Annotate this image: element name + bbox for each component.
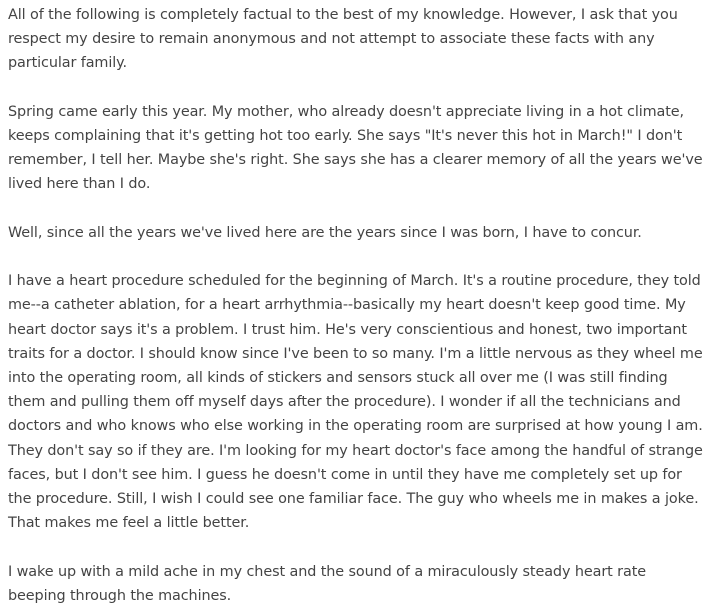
document-body: [8, 3, 704, 608]
paragraph-procedure: I have a heart procedure scheduled for the beginning of March. It's a routine procedure, they told me--a catheter ablation, for a heart arrhythmia--basically my heart doesn't keep good time. My heart doctor says it's a problem. I trust him. He's very conscientious and honest, two important traits for a doctor. I should know since I've been to so many. I'm a little nervous as they wheel me into the operating room, all kinds of stickers and sensors stuck all over me (I was still finding them and pulling them off myself days after the procedure). I wonder if all the technicians and doctors and who knows who else working in the operating room are surprised at how young I am. They don't say so if they are. I'm looking for my heart doctor's face among the handful of strange faces, but I don't see him. I guess he doesn't come in until they have me completely set up for the procedure. Still, I wish I could see one familiar face. The guy who wheels me in makes a joke. That makes me feel a little better.: [8, 273, 703, 532]
paragraph-concur: Well, since all the years we've lived here are the years since I was born, I have to concur.: [8, 224, 642, 241]
paragraph-spring: Spring came early this year. My mother, who already doesn't appreciate living in a hot climate, keeps complaining that it's getting hot too early. She says "It's never this hot in March!" I don't remember, I tell her. Maybe she's right. She says she has a clearer memory of all the years we've lived here than I do.: [8, 103, 703, 193]
paragraph-wake-up: I wake up with a mild ache in my chest and the sound of a miraculously steady heart rate beeping through the machines.: [8, 563, 647, 604]
paragraph-disclaimer: All of the following is completely factual to the best of my knowledge. However, I ask that you respect my desire to remain anonymous and not attempt to associate these facts with any particular family.: [8, 7, 678, 72]
